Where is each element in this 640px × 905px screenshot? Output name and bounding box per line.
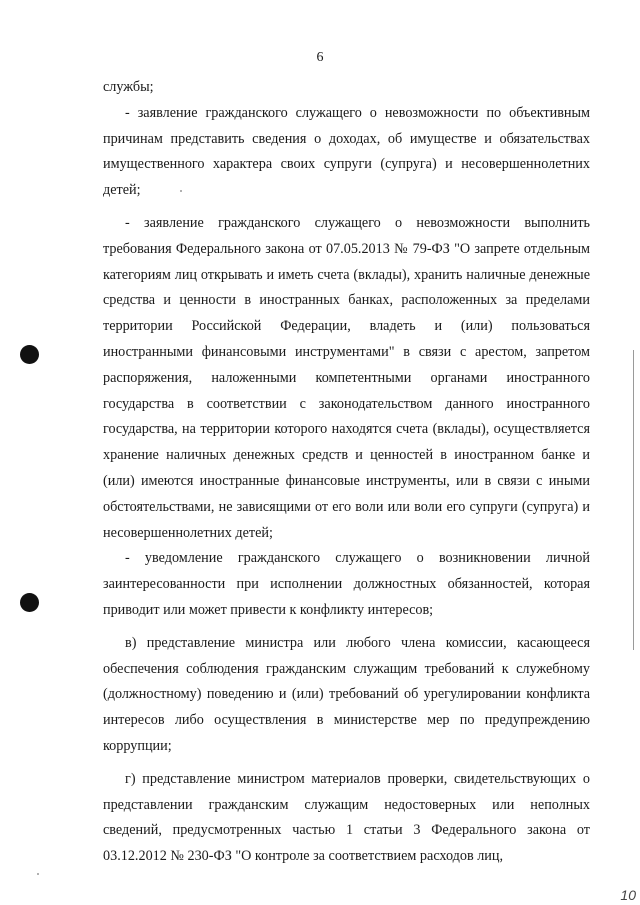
page-number: 6 [316,50,324,65]
corner-page-mark: 10 [620,887,636,903]
paragraph-continuation: службы; [103,79,154,95]
paragraph-item-g: г) представление министром материалов проверки, свидетельствующих о представлении гражданским служащим недостоверных или неполных сведений, предусмотренных частью 1 статьи 3 Федерального закона от 03.12.2012 № 230-ФЗ "О контроле за соответствием расходов лиц, [103,770,590,865]
paragraph-income-statement: - заявление гражданского служащего о невозможности по объективным причинам представить сведения о доходах, об имуществе и обязательствах имущественного характера своих супруги (супруга) и несовершеннолетних детей; [103,104,590,199]
scan-speck [180,190,182,192]
scan-speck [37,873,39,875]
punch-hole-lower [20,593,39,612]
paragraph-conflict-notice: - уведомление гражданского служащего о возникновении личной заинтересованности при исполнении должностных обязанностей, которая приводит или может привести к конфликту интересов; [103,550,590,618]
scan-edge-line [633,350,634,650]
document-body [103,75,590,870]
paragraph-foreign-accounts: - заявление гражданского служащего о невозможности выполнить требования Федерального закона от 07.05.2013 № 79-ФЗ "О запрете отдельным категориям лиц открывать и иметь счета (вклады), хранить наличные денежные средства и ценности в иностранных банках, расположенных за пределами территории Российской Федерации, владеть и (или) пользоваться иностранными финансовыми инструментами" в связи с арестом, запретом распоряжения, наложенными компетентными органами иностранного государства в соответствии с законодательством данного иностранного государства, на территории которого находятся счета (вклады), осуществляется хранение наличных денежных средств и ценностей в иностранном банке и (или) имеются иностранные финансовые инструменты, или в связи с иными обстоятельствами, не зависящими от его воли или воли его супруги (супруга) и несовершеннолетних детей; [103,214,590,541]
paragraph-item-v: в) представление министра или любого члена комиссии, касающееся обеспечения соблюдения гражданским служащим требований к служебному (должностному) поведению и (или) требований об урегулировании конфликта интересов либо осуществления в министерстве мер по предупреждению коррупции; [103,634,590,754]
punch-hole-upper [20,345,39,364]
